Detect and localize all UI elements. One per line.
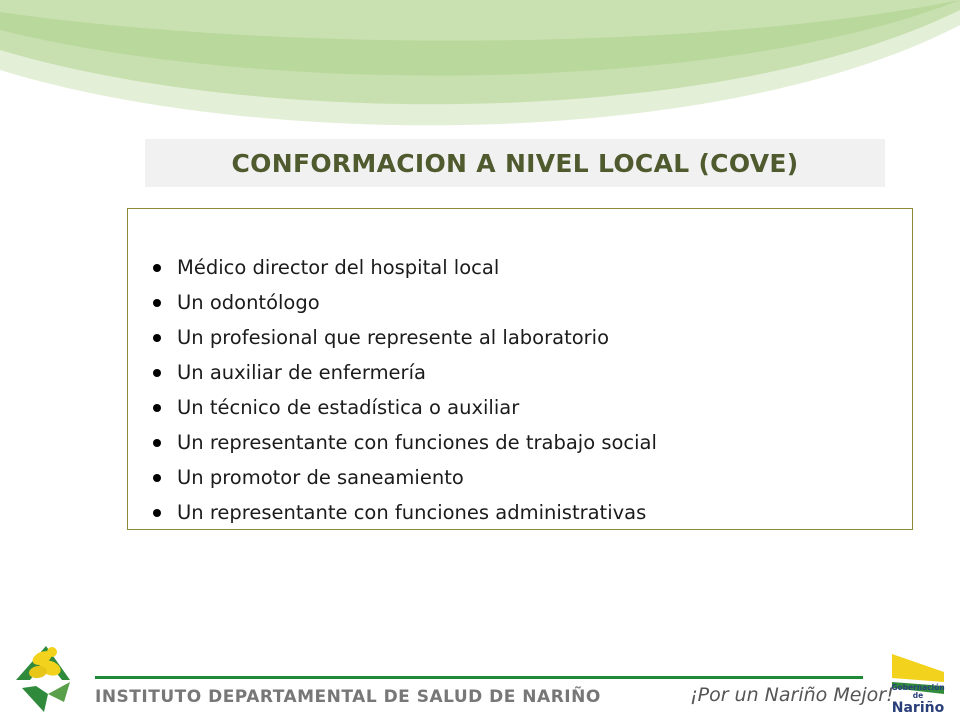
logo-right-line2: Nariño xyxy=(891,700,945,716)
list-item-text: Un auxiliar de enfermería xyxy=(177,361,426,384)
list-item-text: Un odontólogo xyxy=(177,291,320,314)
list-item xyxy=(152,495,657,530)
bird-flower-logo-icon xyxy=(8,640,84,716)
list-item-text: Un representante con funciones de trabajo social xyxy=(177,431,657,454)
bullet-dot-icon xyxy=(153,509,161,517)
footer-slogan: ¡Por un Nariño Mejor! xyxy=(690,684,894,706)
list-item xyxy=(152,250,657,285)
bullet-dot-icon xyxy=(153,369,161,377)
list-item-text: Médico director del hospital local xyxy=(177,256,500,279)
list-item xyxy=(152,355,657,390)
header-swoosh-decoration xyxy=(0,0,960,160)
list-item-text: Un representante con funciones administrativas xyxy=(177,501,647,524)
slide-title: CONFORMACION A NIVEL LOCAL (COVE) xyxy=(231,148,799,178)
logo-right-line1: Gobernación de xyxy=(891,683,945,700)
bullet-dot-icon xyxy=(153,474,161,482)
list-item xyxy=(152,320,657,355)
footer-divider xyxy=(95,676,863,679)
list-item xyxy=(152,285,657,320)
bullet-list xyxy=(152,250,657,530)
bullet-dot-icon xyxy=(153,299,161,307)
list-item xyxy=(152,460,657,495)
bullet-dot-icon xyxy=(153,439,161,447)
list-item-text: Un técnico de estadística o auxiliar xyxy=(177,396,520,419)
list-item-text: Un profesional que represente al laboratorio xyxy=(177,326,610,349)
logo-right-caption xyxy=(886,684,950,715)
bullet-dot-icon xyxy=(153,404,161,412)
list-item-text: Un promotor de saneamiento xyxy=(177,466,464,489)
bullet-dot-icon xyxy=(153,334,161,342)
bullet-dot-icon xyxy=(153,264,161,272)
slide-title-bar xyxy=(145,139,885,187)
content-box xyxy=(127,208,913,530)
footer-institution-name: INSTITUTO DEPARTAMENTAL DE SALUD DE NARIÑO xyxy=(95,687,601,707)
list-item xyxy=(152,425,657,460)
list-item xyxy=(152,390,657,425)
